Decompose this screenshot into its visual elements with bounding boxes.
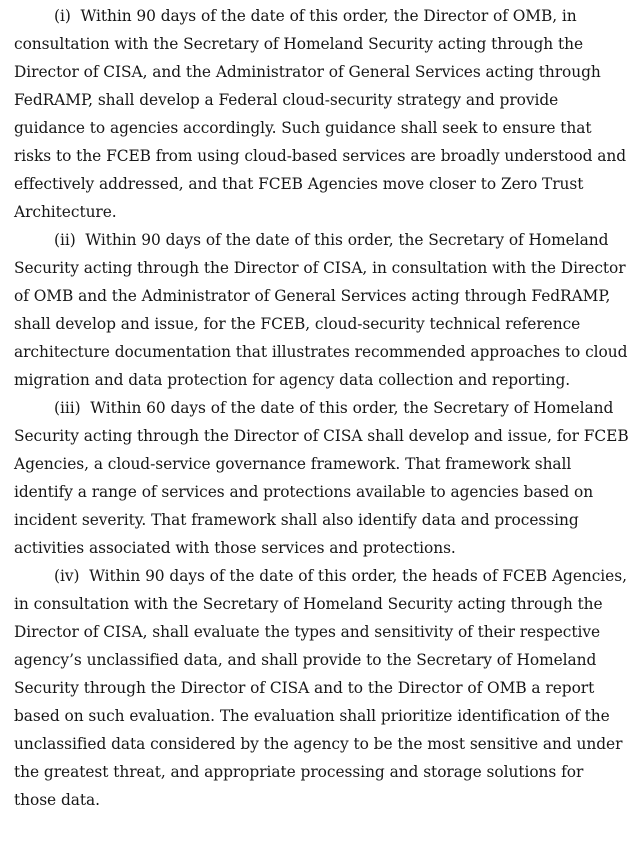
paragraph-number: (iv) xyxy=(54,567,80,585)
paragraph-text: Within 90 days of the date of this order, the heads of FCEB Agencies, in consultation with the Secretary of Homeland Security acting through the Director of CISA, shall evaluate the types and sensitivity of their respective agency’s unclassified data, and shall provide to the Secretary of Homeland Security through the Director of CISA and to the Director of OMB a report based on such evaluation. The evaluation shall prioritize identification of the unclassified data considered by the agency to be the most sensitive and under the greatest threat, and appropriate processing and storage solutions for those data. xyxy=(14,567,627,809)
paragraph-number: (iii) xyxy=(54,399,81,417)
paragraph-number: (i) xyxy=(54,7,71,25)
paragraph-text: Within 60 days of the date of this order, the Secretary of Homeland Security acting through the Director of CISA shall develop and issue, for FCEB Agencies, a cloud-service governance framework. That framework shall identify a range of services and protections available to agencies based on incident severity. That framework shall also identify data and processing activities associated with those services and protections. xyxy=(14,399,629,557)
paragraph-number: (ii) xyxy=(54,231,76,249)
paragraph-iv xyxy=(14,562,629,814)
paragraph-text: Within 90 days of the date of this order, the Secretary of Homeland Security acting through the Director of CISA, in consultation with the Director of OMB and the Administrator of General Services acting through FedRAMP, shall develop and issue, for the FCEB, cloud-security technical reference architecture documentation that illustrates recommended approaches to cloud migration and data protection for agency data collection and reporting. xyxy=(14,231,628,389)
paragraph-iii xyxy=(14,394,629,562)
paragraph-i xyxy=(14,2,629,226)
paragraph-ii xyxy=(14,226,629,394)
paragraph-text: Within 90 days of the date of this order, the Director of OMB, in consultation with the Secretary of Homeland Security acting through the Director of CISA, and the Administrator of General Services acting through FedRAMP, shall develop a Federal cloud-security strategy and provide guidance to agencies accordingly. Such guidance shall seek to ensure that risks to the FCEB from using cloud-based services are broadly understood and effectively addressed, and that FCEB Agencies move closer to Zero Trust Architecture. xyxy=(14,7,627,221)
